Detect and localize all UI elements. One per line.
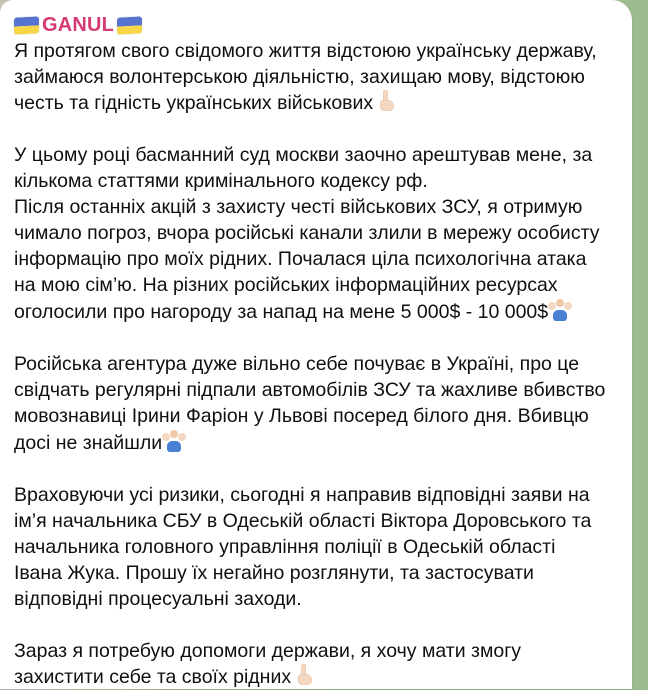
point-up-emoji (379, 90, 396, 112)
text-line: інформацію про моїх рідних. Почалася ціла психологічна атака (14, 248, 587, 270)
text-line: начальника головного управління поліції в Одеській області (14, 536, 556, 558)
text-line: оголосили про нагороду за напад на мене 5 000$ - 10 000$ (14, 298, 632, 325)
man-shrugging-emoji (162, 429, 186, 452)
text-line: Російська агентура дуже вільно себе почуває в Україні, про це (14, 353, 580, 375)
text-line: відповідні процесуальні заходи. (14, 588, 302, 610)
man-shrugging-emoji (548, 298, 572, 321)
text-line: Івана Жука. Прошу їх негайно розглянути, та застосувати (14, 562, 534, 584)
point-up-emoji (297, 664, 314, 686)
text-line: займаюся волонтерською діяльністю, захищаю мову, відстоюю (14, 66, 585, 88)
channel-header[interactable] (14, 12, 632, 38)
text-line (14, 325, 632, 351)
message-text (14, 38, 632, 690)
text-line: Зараз я потребую допомоги держави, я хочу мати змогу (14, 640, 522, 662)
text-line: честь та гідність українських військових (14, 90, 632, 116)
text-line: У цьому році басманний суд москви заочно арештував мене, за (14, 144, 593, 166)
ukraine-flag-icon (117, 16, 142, 34)
text-line: ім’я начальника СБУ в Одеській області Віктора Доровського та (14, 510, 592, 532)
text-line: Враховуючи усі ризики, сьогодні я направив відповідні заяви на (14, 484, 590, 506)
channel-name[interactable]: GANUL (42, 14, 115, 36)
text-line (14, 456, 632, 482)
text-line: кількома статтями кримінального кодексу рф. (14, 170, 428, 192)
text-line: чимало погроз, вчора російські канали злили в мережу особисту (14, 222, 600, 244)
text-line: свідчать регулярні підпали автомобілів ЗСУ та жахливе вбивство (14, 379, 606, 401)
text-line (14, 612, 632, 638)
text-line: Я протягом свого свідомого життя відстоюю українську державу, (14, 40, 597, 62)
text-line: на мою сім’ю. На різних російських інформаційних ресурсах (14, 274, 558, 296)
text-line (14, 116, 632, 142)
ukraine-flag-icon (14, 16, 39, 34)
text-line: захистити себе та своїх рідних (14, 664, 632, 690)
text-line: досі не знайшли (14, 429, 632, 456)
text-line: Після останніх акцій з захисту честі військових ЗСУ, я отримую (14, 196, 583, 218)
text-line: мовознавиці Ірини Фаріон у Львові посеред білого дня. Вбивцю (14, 405, 589, 427)
